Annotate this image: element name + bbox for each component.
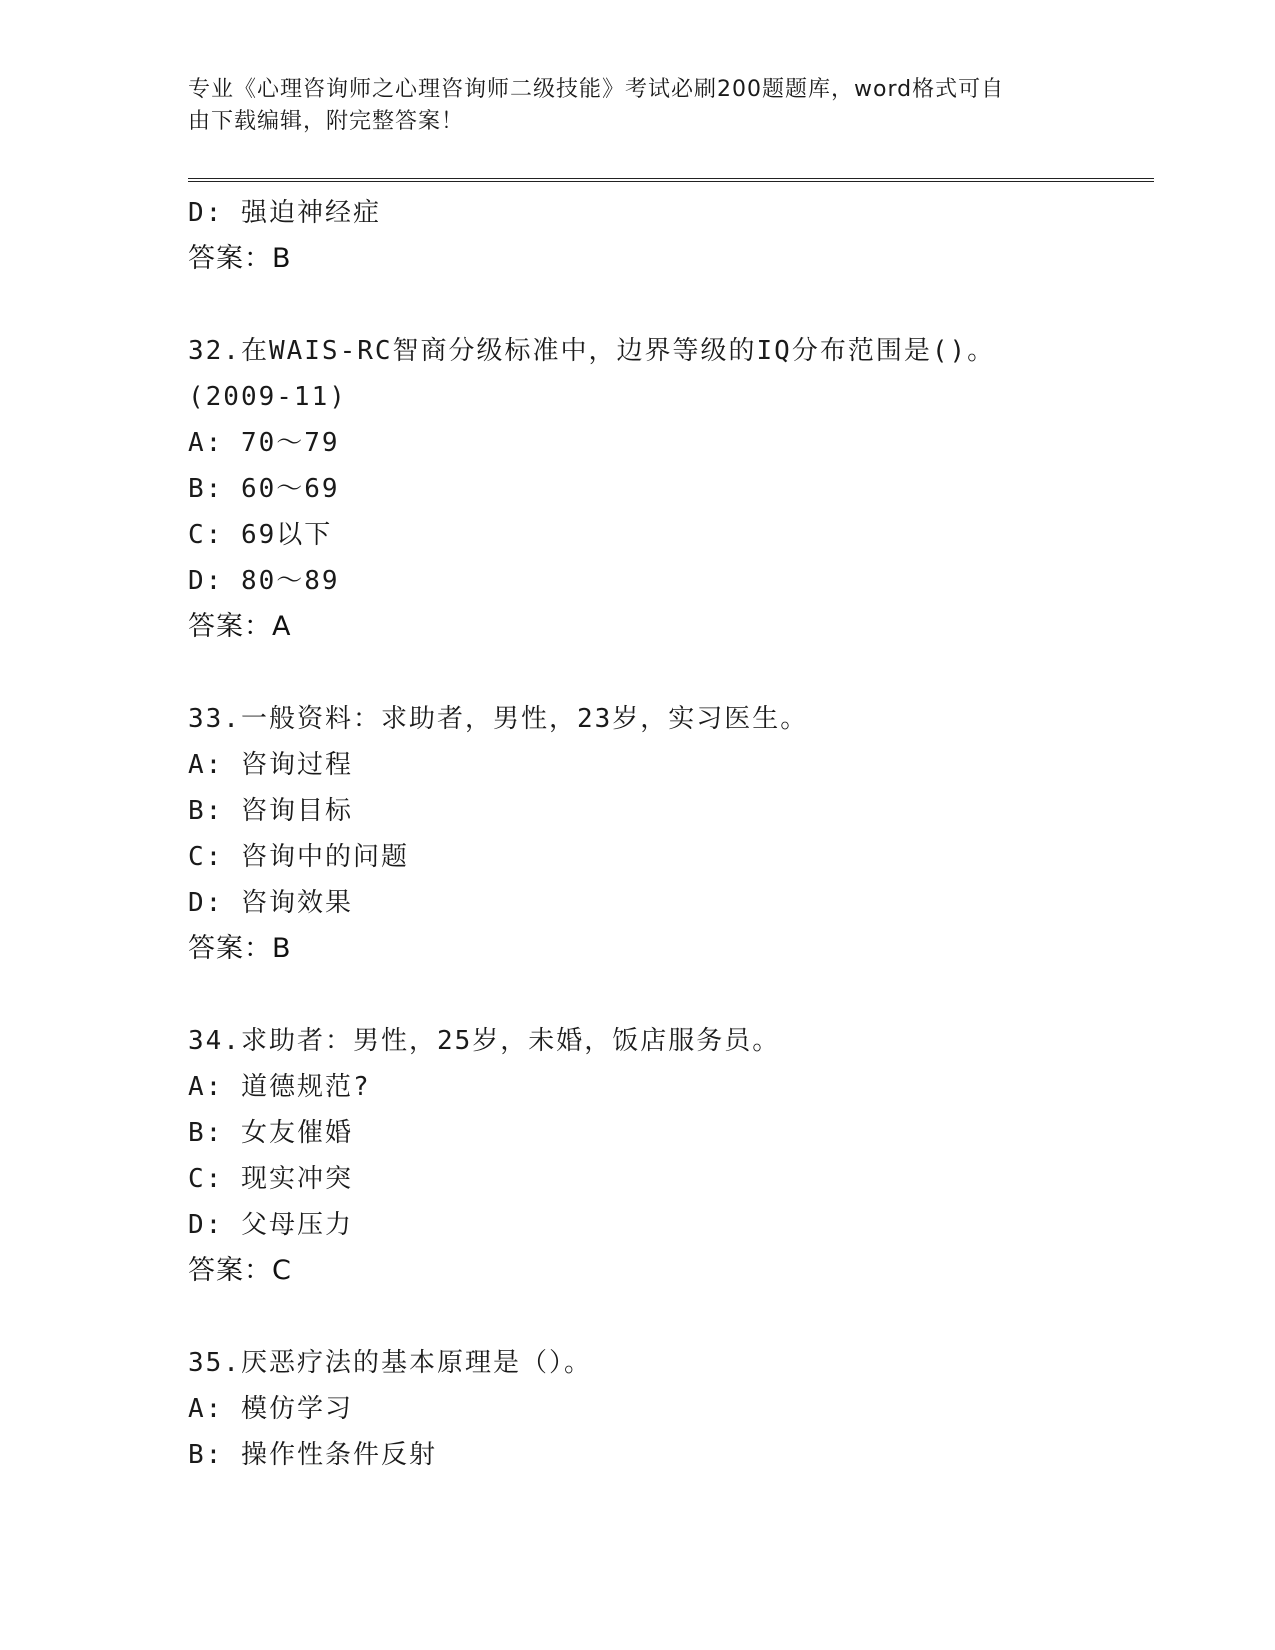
answer-line: 答案：C xyxy=(188,1255,292,1286)
question-stem: 34.求助者：男性，25岁，未婚，饭店服务员。 xyxy=(188,1026,781,1056)
question-stem: 32.在WAIS-RC智商分级标准中，边界等级的IQ分布范围是()。 xyxy=(188,336,996,366)
spacer xyxy=(188,1294,1148,1340)
question-stem: 35.厌恶疗法的基本原理是（）。 xyxy=(188,1348,592,1378)
option-b: B: 操作性条件反射 xyxy=(188,1440,437,1470)
answer-line: 答案：A xyxy=(188,611,292,642)
option-a: A: 模仿学习 xyxy=(188,1394,353,1424)
option-a: A: 70～79 xyxy=(188,428,340,458)
option-b: B: 60～69 xyxy=(188,474,340,504)
option-b: B: 女友催婚 xyxy=(188,1118,353,1148)
spacer xyxy=(188,282,1148,328)
question-list xyxy=(188,190,1148,1478)
option-d: D: 父母压力 xyxy=(188,1210,353,1240)
option-c: C: 咨询中的问题 xyxy=(188,842,409,872)
page-header xyxy=(188,74,1088,138)
header-line-1: 专业《心理咨询师之心理咨询师二级技能》考试必刷200题题库，word格式可自 xyxy=(188,77,1005,102)
option-d: D: 咨询效果 xyxy=(188,888,353,918)
spacer xyxy=(188,650,1148,696)
header-divider xyxy=(188,178,1154,182)
option-c: C: 现实冲突 xyxy=(188,1164,353,1194)
spacer xyxy=(188,972,1148,1018)
question-stem: 33.一般资料：求助者，男性，23岁，实习医生。 xyxy=(188,704,809,734)
option-d: D: 80～89 xyxy=(188,566,340,596)
option-d: D: 强迫神经症 xyxy=(188,198,381,228)
header-line-2: 由下载编辑，附完整答案！ xyxy=(188,109,465,134)
option-c: C: 69以下 xyxy=(188,520,333,550)
option-b: B: 咨询目标 xyxy=(188,796,353,826)
answer-line: 答案：B xyxy=(188,243,292,274)
question-stem-continued: (2009-11) xyxy=(188,382,347,412)
option-a: A: 道德规范? xyxy=(188,1072,371,1102)
option-a: A: 咨询过程 xyxy=(188,750,353,780)
answer-line: 答案：B xyxy=(188,933,292,964)
